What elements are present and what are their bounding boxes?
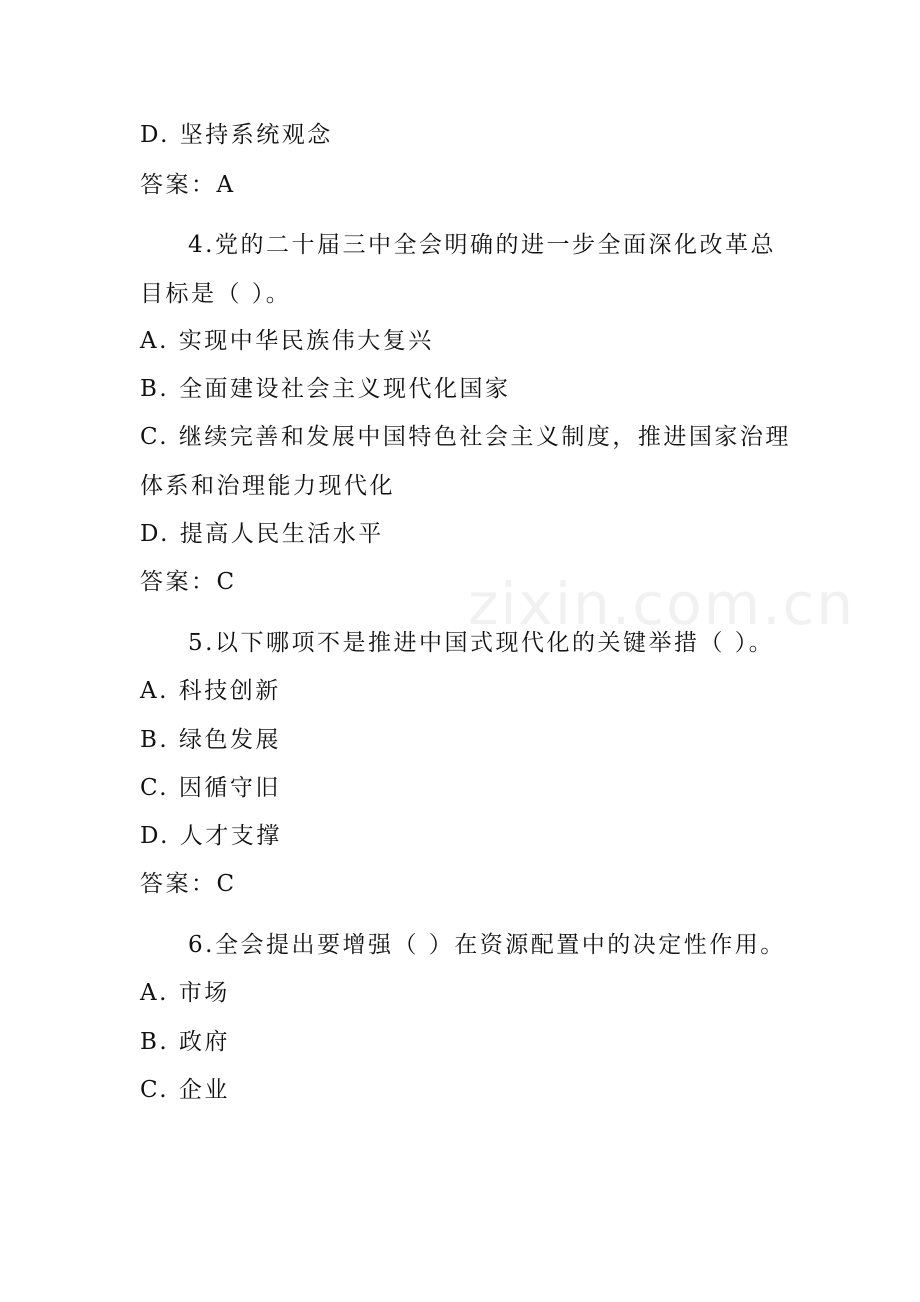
q4-option-c-line1: C. 继续完善和发展中国特色社会主义制度，推进国家治理 — [140, 424, 791, 450]
q6-option-a: A. 市场 — [140, 980, 230, 1006]
q5-option-a: A. 科技创新 — [140, 678, 281, 704]
q4-option-a: A. 实现中华民族伟大复兴 — [140, 328, 434, 354]
q4-question-line1: 4.党的二十届三中全会明确的进一步全面深化改革总 — [188, 232, 776, 258]
q6-option-b: B. 政府 — [140, 1029, 231, 1055]
q4-option-d: D. 提高人民生活水平 — [140, 521, 384, 547]
q6-option-c: C. 企业 — [140, 1077, 230, 1103]
q5-answer: 答案：C — [140, 871, 237, 897]
q4-option-c-line2: 体系和治理能力现代化 — [140, 473, 395, 499]
q5-option-d: D. 人才支撑 — [140, 823, 282, 849]
q4-option-b: B. 全面建设社会主义现代化国家 — [140, 376, 511, 402]
q5-option-b: B. 绿色发展 — [140, 727, 282, 753]
q3-answer: 答案：A — [140, 172, 236, 198]
q6-question: 6.全会提出要增强（ ）在资源配置中的决定性作用。 — [188, 932, 786, 958]
q5-option-c: C. 因循守旧 — [140, 775, 281, 801]
q5-question: 5.以下哪项不是推进中国式现代化的关键举措（ ）。 — [188, 630, 775, 656]
q4-question-line2: 目标是（ ）。 — [140, 281, 292, 307]
watermark: zixin.com.cn — [468, 570, 856, 638]
q3-option-d: D. 坚持系统观念 — [140, 122, 333, 148]
q4-answer: 答案：C — [140, 569, 237, 595]
